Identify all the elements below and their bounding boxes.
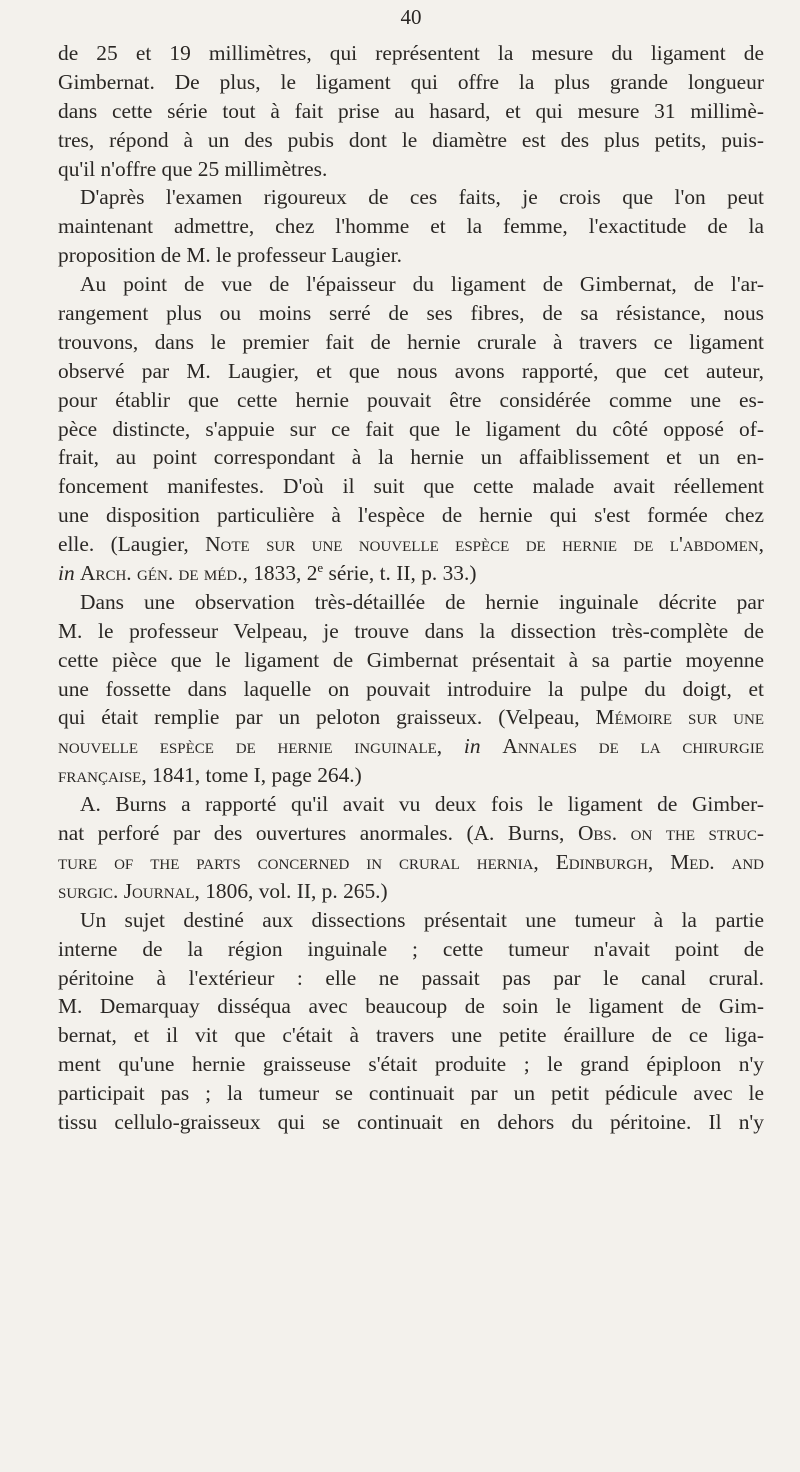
text-line: pèce distincte, s'appuie sur ce fait que le ligament du côté opposé of- <box>58 416 764 441</box>
text-line: proposition de M. le professeur Laugier. <box>58 243 402 268</box>
text-line: participait pas ; la tumeur se continuait par un petit pédicule avec le <box>58 1081 764 1106</box>
text-line: une disposition particulière à l'espèce de hernie qui s'est formée chez <box>58 503 764 528</box>
text-line: de 25 et 19 millimètres, qui représentent la mesure du ligament de <box>58 41 764 65</box>
citation-journal: française <box>58 763 142 788</box>
text-line: française, 1841, tome I, page 264.) <box>58 763 362 788</box>
text-line: Au point de vue de l'épaisseur du ligament de Gimbernat, de l'ar- <box>80 272 764 297</box>
text-line <box>58 848 764 877</box>
text-line: Dans une observation très-détaillée de hernie inguinale décrite par <box>80 589 764 614</box>
text-line: Gimbernat. De plus, le ligament qui offre la plus grande longueur <box>58 69 764 94</box>
text-line: elle. (Laugier, Note sur une nouvelle espèce de hernie de l'abdomen, <box>58 532 764 557</box>
text-line: dans cette série tout à fait prise au hasard, et qui mesure 31 millimè- <box>58 98 764 123</box>
text-line: bernat, et il vit que c'était à travers une petite éraillure de ce liga- <box>58 1023 764 1048</box>
text-line: in Arch. gén. de méd., 1833, 2e série, t. II, p. 33.) <box>58 559 477 586</box>
text-line: une fossette dans laquelle on pouvait introduire la pulpe du doigt, et <box>58 676 764 701</box>
text-line: M. le professeur Velpeau, je trouve dans la dissection très-complète de <box>58 618 764 643</box>
text-line: D'après l'examen rigoureux de ces faits, je crois que l'on peut <box>80 185 764 210</box>
text-line: surgic. Journal, 1806, vol. II, p. 265.) <box>58 878 388 903</box>
text-line: nat perforé par des ouvertures anormales. (A. Burns, Obs. on the struc- <box>58 821 764 846</box>
citation-journal: Arch. gén. de méd. <box>80 561 243 586</box>
text-line: pour établir que cette hernie pouvait être considérée comme une es- <box>58 387 764 412</box>
text-line: A. Burns a rapporté qu'il avait vu deux fois le ligament de Gimber- <box>80 792 764 817</box>
citation-title: nouvelle espèce de hernie inguinale <box>58 734 437 759</box>
text-line: qui était remplie par un peloton graisseux. (Velpeau, Mémoire sur une <box>58 705 764 730</box>
text-line: trouvons, dans le premier fait de hernie crurale à travers ce ligament <box>58 329 764 354</box>
text-line: M. Demarquay disséqua avec beaucoup de soin le ligament de Gim- <box>58 994 764 1019</box>
citation-journal: Annales de la chirurgie <box>502 734 764 759</box>
text-line: rangement plus ou moins serré de ses fibres, de sa résistance, nous <box>58 301 764 326</box>
body-text <box>58 39 764 1137</box>
text-line: cette pièce que le ligament de Gimbernat présentait à sa partie moyenne <box>58 647 764 672</box>
citation-title: Obs. on the struc- <box>577 821 764 846</box>
text-line: ment qu'une hernie graisseuse s'était produite ; le grand épiploon n'y <box>58 1052 764 1077</box>
text-line: péritoine à l'extérieur : elle ne passait pas par le canal crural. <box>58 965 764 990</box>
text-line: frait, au point correspondant à la hernie un affaiblissement et un en- <box>58 445 764 470</box>
text-line: tres, répond à un des pubis dont le diamètre est des plus petits, puis- <box>58 127 764 152</box>
citation-title: ture of the parts concerned in crural hernia, Edinburgh, Med. and <box>58 849 764 874</box>
citation-title: Note sur une nouvelle espèce de hernie de l'abdomen, <box>205 532 764 557</box>
text-line: Un sujet destiné aux dissections présentait une tumeur à la partie <box>80 907 764 932</box>
text-line: observé par M. Laugier, et que nous avons rapporté, que cet auteur, <box>58 358 764 383</box>
text-line: tissu cellulo-graisseux qui se continuait en dehors du péritoine. Il n'y <box>58 1109 764 1134</box>
text-line: interne de la région inguinale ; cette tumeur n'avait point de <box>58 936 764 961</box>
text-line: maintenant admettre, chez l'homme et la femme, l'exactitude de la <box>58 214 764 239</box>
text-line: qu'il n'offre que 25 millimètres. <box>58 156 328 181</box>
page-number: 40 <box>400 5 422 29</box>
citation-title: Mémoire sur une <box>595 705 764 730</box>
text-line: foncement manifestes. D'où il suit que cette malade avait réellement <box>58 474 764 499</box>
text-line: nouvelle espèce de hernie inguinale, in Annales de la chirurgie <box>58 734 764 759</box>
citation-journal: surgic. Journal <box>58 878 195 903</box>
